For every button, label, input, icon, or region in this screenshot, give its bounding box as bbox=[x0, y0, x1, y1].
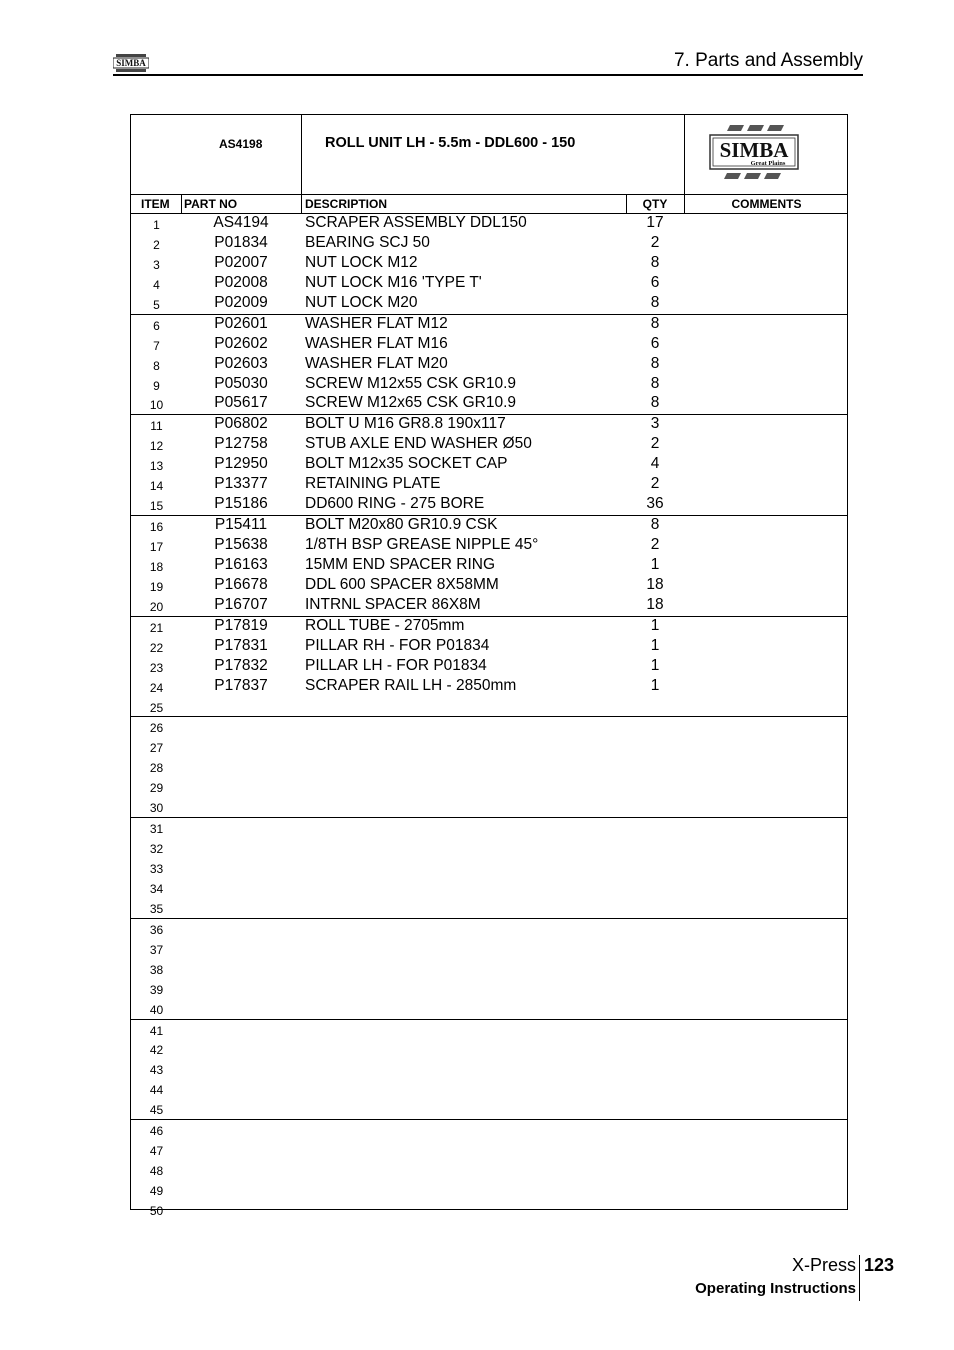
part-description: WASHER FLAT M16 bbox=[305, 334, 448, 352]
part-number: P05030 bbox=[214, 374, 268, 392]
table-row bbox=[131, 838, 847, 858]
part-number: P02601 bbox=[214, 314, 268, 332]
part-quantity: 8 bbox=[650, 253, 660, 271]
item-number: 39 bbox=[149, 982, 164, 997]
section-title: 7. Parts and Assembly bbox=[673, 50, 863, 71]
part-quantity: 18 bbox=[646, 575, 664, 593]
table-row bbox=[131, 254, 847, 274]
part-quantity: 2 bbox=[650, 475, 660, 493]
item-number: 31 bbox=[149, 822, 164, 837]
assembly-code: AS4198 bbox=[219, 137, 263, 151]
item-number: 9 bbox=[153, 378, 160, 393]
table-row bbox=[131, 1059, 847, 1079]
table-row bbox=[131, 878, 847, 898]
part-description: SCREW M12x65 CSK GR10.9 bbox=[305, 394, 517, 412]
part-description: PILLAR LH - FOR P01834 bbox=[305, 656, 487, 674]
part-number: P06802 bbox=[214, 415, 268, 433]
title-divider-right bbox=[684, 115, 685, 195]
product-name: X-Press bbox=[791, 1255, 856, 1275]
part-description: 15MM END SPACER RING bbox=[305, 555, 496, 573]
table-row bbox=[131, 516, 847, 536]
simba-logo-small bbox=[113, 54, 149, 74]
table-row bbox=[131, 495, 847, 515]
part-quantity: 4 bbox=[650, 455, 660, 473]
table-row bbox=[131, 1099, 847, 1119]
part-quantity: 6 bbox=[650, 334, 660, 352]
part-number: P02007 bbox=[214, 253, 268, 271]
item-number: 49 bbox=[149, 1184, 164, 1198]
table-row bbox=[131, 1020, 847, 1040]
table-row bbox=[131, 415, 847, 435]
col-divider-part bbox=[301, 195, 302, 214]
table-row bbox=[131, 939, 847, 959]
part-description: BOLT U M16 GR8.8 190x117 bbox=[305, 415, 506, 433]
item-number: 29 bbox=[149, 781, 164, 796]
part-quantity: 3 bbox=[650, 415, 660, 433]
table-row bbox=[131, 797, 847, 817]
item-number: 41 bbox=[149, 1023, 164, 1038]
item-number: 47 bbox=[149, 1144, 164, 1159]
table-row bbox=[131, 355, 847, 375]
part-description: SCRAPER ASSEMBLY DDL150 bbox=[305, 214, 527, 231]
item-number: 40 bbox=[149, 1002, 164, 1017]
table-row bbox=[131, 1180, 847, 1200]
part-quantity: 8 bbox=[650, 516, 660, 534]
part-number: P15411 bbox=[214, 516, 268, 534]
table-row bbox=[131, 536, 847, 556]
table-row bbox=[131, 1120, 847, 1140]
col-header-comments: COMMENTS bbox=[731, 197, 802, 211]
table-row bbox=[131, 435, 847, 455]
part-number: AS4194 bbox=[213, 214, 269, 231]
table-row bbox=[131, 617, 847, 637]
table-row bbox=[131, 637, 847, 657]
part-description: DD600 RING - 275 BORE bbox=[305, 495, 485, 513]
item-number: 25 bbox=[149, 700, 164, 715]
item-number: 32 bbox=[149, 842, 164, 857]
table-row bbox=[131, 335, 847, 355]
table-row bbox=[131, 375, 847, 395]
item-number: 14 bbox=[149, 479, 164, 494]
item-number: 35 bbox=[149, 901, 164, 916]
item-number: 27 bbox=[149, 741, 164, 756]
part-quantity: 1 bbox=[650, 676, 660, 694]
part-description: NUT LOCK M16 'TYPE T' bbox=[305, 273, 482, 291]
part-number: P12950 bbox=[214, 455, 268, 473]
svg-text:SIMBA: SIMBA bbox=[116, 58, 146, 68]
item-number: 8 bbox=[153, 358, 160, 373]
part-number: P17837 bbox=[214, 676, 268, 694]
svg-text:SIMBA: SIMBA bbox=[719, 138, 789, 162]
table-row bbox=[131, 576, 847, 596]
item-number: 18 bbox=[149, 559, 164, 574]
table-row bbox=[131, 858, 847, 878]
part-quantity: 1 bbox=[650, 656, 660, 674]
item-number: 23 bbox=[149, 660, 164, 675]
part-description: INTRNL SPACER 86X8M bbox=[305, 595, 481, 613]
part-number: P16678 bbox=[214, 575, 268, 593]
col-header-item: ITEM bbox=[141, 197, 170, 211]
part-description: BOLT M20x80 GR10.9 CSK bbox=[305, 516, 498, 534]
item-number: 34 bbox=[149, 881, 164, 896]
table-row bbox=[131, 315, 847, 335]
item-number: 50 bbox=[149, 1203, 164, 1218]
table-row bbox=[131, 294, 847, 314]
part-description: NUT LOCK M20 bbox=[305, 293, 418, 311]
part-quantity: 8 bbox=[650, 293, 660, 311]
parts-rows bbox=[131, 214, 847, 1220]
document-subtitle: Operating Instructions bbox=[695, 1280, 856, 1297]
table-row bbox=[131, 274, 847, 294]
item-number: 26 bbox=[149, 721, 164, 736]
item-number: 28 bbox=[149, 761, 164, 776]
table-row bbox=[131, 1160, 847, 1180]
item-number: 38 bbox=[149, 962, 164, 977]
part-number: P16163 bbox=[214, 555, 268, 573]
table-row bbox=[131, 999, 847, 1019]
item-number: 12 bbox=[149, 439, 164, 454]
item-number: 3 bbox=[153, 257, 160, 272]
item-number: 46 bbox=[149, 1124, 164, 1139]
part-description: SCREW M12x55 CSK GR10.9 bbox=[305, 374, 517, 392]
part-number: P02603 bbox=[214, 354, 268, 372]
item-number: 20 bbox=[149, 599, 164, 614]
part-number: P12758 bbox=[214, 435, 268, 453]
table-row bbox=[131, 1200, 847, 1220]
part-quantity: 18 bbox=[646, 595, 664, 613]
part-number: P05617 bbox=[214, 394, 268, 412]
item-number: 17 bbox=[149, 540, 164, 554]
part-number: P01834 bbox=[214, 233, 268, 251]
item-number: 7 bbox=[153, 338, 160, 353]
part-description: BOLT M12x35 SOCKET CAP bbox=[305, 455, 508, 473]
table-row bbox=[131, 1079, 847, 1099]
part-description: WASHER FLAT M12 bbox=[305, 314, 448, 332]
part-quantity: 36 bbox=[646, 495, 664, 513]
col-header-qty: QTY bbox=[642, 197, 668, 211]
item-number: 1 bbox=[153, 218, 160, 232]
part-quantity: 2 bbox=[650, 536, 660, 553]
part-quantity: 6 bbox=[650, 273, 660, 291]
footer-rule bbox=[859, 1255, 860, 1301]
part-number: P17819 bbox=[214, 616, 268, 634]
part-quantity: 8 bbox=[650, 394, 660, 412]
item-number: 45 bbox=[149, 1103, 164, 1118]
table-row bbox=[131, 657, 847, 677]
part-quantity: 1 bbox=[650, 555, 660, 573]
table-row bbox=[131, 898, 847, 918]
part-quantity: 2 bbox=[650, 233, 660, 251]
part-quantity: 17 bbox=[646, 214, 664, 231]
part-description: BEARING SCJ 50 bbox=[305, 233, 430, 251]
part-number: P13377 bbox=[214, 475, 268, 493]
table-row bbox=[131, 234, 847, 254]
item-number: 36 bbox=[149, 922, 164, 937]
part-number: P15638 bbox=[214, 536, 268, 553]
table-row bbox=[131, 214, 847, 234]
item-number: 42 bbox=[149, 1043, 164, 1058]
part-description: PILLAR RH - FOR P01834 bbox=[305, 636, 490, 654]
item-number: 5 bbox=[153, 297, 160, 312]
part-number: P02008 bbox=[214, 273, 268, 291]
part-number: P17831 bbox=[214, 636, 268, 654]
header-rule bbox=[113, 74, 863, 76]
part-quantity: 1 bbox=[650, 616, 660, 634]
item-number: 11 bbox=[150, 419, 163, 434]
table-row bbox=[131, 596, 847, 616]
part-description: WASHER FLAT M20 bbox=[305, 354, 448, 372]
item-number: 10 bbox=[149, 398, 164, 413]
part-description: NUT LOCK M12 bbox=[305, 253, 418, 271]
col-divider-item bbox=[181, 195, 182, 214]
table-row bbox=[131, 757, 847, 777]
parts-list bbox=[130, 114, 848, 1218]
part-quantity: 8 bbox=[650, 354, 660, 372]
table-row bbox=[131, 697, 847, 717]
table-row bbox=[131, 959, 847, 979]
part-number: P16707 bbox=[214, 595, 268, 613]
part-quantity: 1 bbox=[650, 636, 660, 654]
item-number: 2 bbox=[153, 237, 160, 252]
item-number: 22 bbox=[149, 640, 164, 655]
part-quantity: 8 bbox=[650, 314, 660, 332]
table-row bbox=[131, 677, 847, 697]
col-header-part-no: PART NO bbox=[184, 197, 238, 211]
table-row bbox=[131, 777, 847, 797]
item-number: 30 bbox=[149, 801, 164, 816]
table-row bbox=[131, 1140, 847, 1160]
item-number: 4 bbox=[153, 277, 160, 292]
table-row bbox=[131, 394, 847, 414]
assembly-title: ROLL UNIT LH - 5.5m - DDL600 - 150 bbox=[325, 135, 576, 151]
part-description: ROLL TUBE - 2705mm bbox=[305, 616, 465, 634]
table-row bbox=[131, 737, 847, 757]
item-number: 15 bbox=[149, 499, 164, 514]
part-description: SCRAPER RAIL LH - 2850mm bbox=[305, 676, 517, 694]
table-row bbox=[131, 919, 847, 939]
simba-great-plains-logo bbox=[708, 125, 800, 180]
table-row bbox=[131, 475, 847, 495]
table-row bbox=[131, 556, 847, 576]
item-number: 33 bbox=[149, 862, 164, 876]
item-number: 21 bbox=[149, 620, 164, 635]
svg-text:Great Plains: Great Plains bbox=[750, 160, 786, 167]
item-number: 6 bbox=[153, 318, 160, 333]
item-number: 48 bbox=[149, 1164, 164, 1179]
item-number: 43 bbox=[149, 1063, 164, 1078]
table-row bbox=[131, 1039, 847, 1059]
part-number: P02602 bbox=[214, 334, 268, 352]
part-description: STUB AXLE END WASHER Ø50 bbox=[305, 435, 532, 453]
title-bottom-rule bbox=[131, 194, 847, 195]
part-number: P02009 bbox=[214, 293, 268, 311]
part-quantity: 2 bbox=[650, 435, 660, 453]
part-description: RETAINING PLATE bbox=[305, 475, 441, 493]
item-number: 13 bbox=[149, 459, 164, 474]
table-row bbox=[131, 455, 847, 475]
item-number: 44 bbox=[149, 1083, 164, 1098]
table-row bbox=[131, 979, 847, 999]
part-number: P17832 bbox=[214, 656, 268, 674]
item-number: 24 bbox=[149, 680, 164, 695]
title-divider-left bbox=[301, 115, 302, 195]
item-number: 16 bbox=[149, 520, 164, 535]
part-number: P15186 bbox=[214, 495, 268, 513]
item-number: 19 bbox=[149, 579, 164, 594]
col-header-description: DESCRIPTION bbox=[305, 197, 388, 211]
part-description: 1/8TH BSP GREASE NIPPLE 45° bbox=[305, 536, 539, 553]
table-row bbox=[131, 717, 847, 737]
item-number: 37 bbox=[149, 942, 164, 957]
part-quantity: 8 bbox=[650, 374, 660, 392]
table-row bbox=[131, 818, 847, 838]
part-description: DDL 600 SPACER 8X58MM bbox=[305, 575, 499, 593]
page-number: 123 bbox=[864, 1255, 895, 1275]
